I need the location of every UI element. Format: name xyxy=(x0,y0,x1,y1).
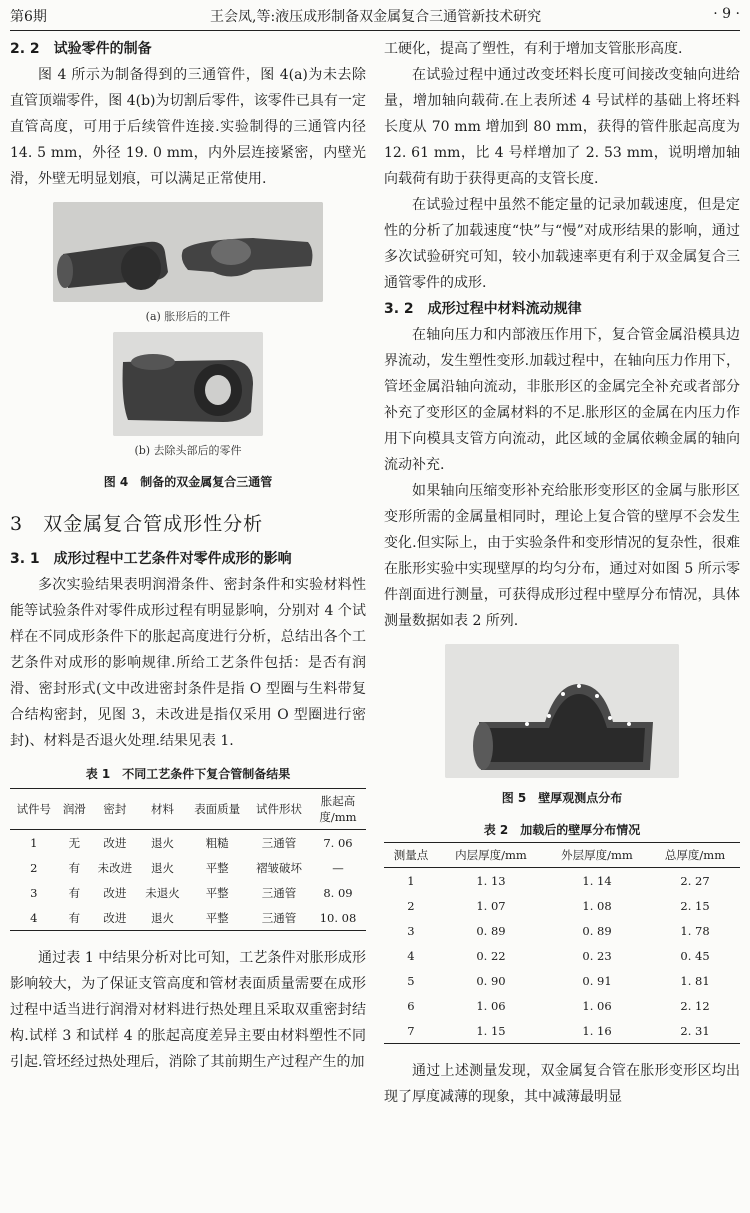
table-cell: 1 xyxy=(407,873,415,888)
table-cell: 三通管 xyxy=(261,835,297,850)
table-row xyxy=(10,880,366,905)
table-cell: 7. 06 xyxy=(323,835,353,850)
section-2-2-heading: 2. 2 试验零件的制备 xyxy=(10,41,152,57)
table-cell: 平整 xyxy=(205,860,229,875)
section-2-2-text: 图 4 所示为制备得到的三通管件，图 4(a)为未去除直管顶端零件，图 4(b)为切割后零件，该零件已具有一定直管高度，可用于后续管件连接.实验制得的三通管内径 14. 5 mm，外径 19. 0 mm，内外层连接紧密，内壁光滑，外壁无明显划痕，可以满足正常使用. xyxy=(10,67,366,187)
table-cell: 1. 14 xyxy=(582,873,612,888)
table-cell: 1 xyxy=(30,835,38,850)
table-cell: 2. 27 xyxy=(680,873,710,888)
table-cell: 退火 xyxy=(150,835,174,850)
t2-header: 外层厚度/mm xyxy=(544,843,650,868)
figure-4b-photo xyxy=(113,332,263,436)
table-cell: 8. 09 xyxy=(323,885,353,900)
table-2-caption: 表 2 加载后的壁厚分布情况 xyxy=(483,823,641,837)
table-cell: 1. 15 xyxy=(438,1018,544,1044)
table-cell: 1. 78 xyxy=(680,923,710,938)
tee-pipes-image xyxy=(53,202,323,302)
table-cell: 0. 89 xyxy=(582,923,612,938)
t2-header: 总厚度/mm xyxy=(650,843,740,868)
table-cell: 2 xyxy=(407,898,415,913)
table-cell: 有 xyxy=(58,905,91,931)
table-cell: 1. 81 xyxy=(680,973,710,988)
t1-header: 表面质量 xyxy=(186,789,248,830)
table-cell: 无 xyxy=(68,835,81,850)
table-row xyxy=(384,868,740,894)
table-1-caption: 表 1 不同工艺条件下复合管制备结果 xyxy=(85,767,291,781)
table-row xyxy=(384,993,740,1018)
table-cell: 7 xyxy=(384,1018,438,1044)
paragraph-axial-load: 在试验过程中通过改变坯料长度可间接改变轴向进给量，增加轴向载荷.在上表所述 4 号试样的基础上将坯料长度从 70 mm 增加到 80 mm，获得的管件胀起高度为 12. 61 mm，比 4 号样增加了 2. 53 mm，说明增加轴向载荷有助于获得更高的支管长度. xyxy=(384,67,740,187)
t1-header: 胀起高度/mm xyxy=(310,789,366,830)
running-header xyxy=(10,0,740,31)
table-cell: 三通管 xyxy=(261,885,297,900)
cut-tee-image xyxy=(113,332,263,436)
table-cell: 褶皱破坏 xyxy=(256,860,303,875)
paragraph-continuation: 工硬化，提高了塑性，有利于增加支管胀形高度. xyxy=(384,41,683,57)
table-cell: 未改进 xyxy=(97,860,133,875)
table-cell: 退火 xyxy=(139,905,187,931)
table-cell: 有 xyxy=(68,860,81,875)
table-cell: 1. 13 xyxy=(476,873,506,888)
t1-header: 材料 xyxy=(139,789,187,830)
t2-header: 内层厚度/mm xyxy=(438,843,544,868)
section-3-heading: 3 双金属复合管成形性分析 xyxy=(10,513,264,535)
table-cell: 2. 31 xyxy=(650,1018,740,1044)
tube-section-image xyxy=(445,644,679,778)
t2-header: 测量点 xyxy=(384,843,438,868)
table-row xyxy=(384,918,740,943)
table-row xyxy=(384,968,740,993)
table-cell: 改进 xyxy=(103,835,127,850)
t1-header: 密封 xyxy=(91,789,139,830)
paragraph-wall-thickness: 如果轴向压缩变形补充给胀形变形区的金属与胀形区变形所需的金属量相同时，理论上复合管的壁厚不会发生变化.但实际上，由于实验条件和变形情况的复杂性，很难在胀形实验中实现壁厚的均匀分布，通过对如图 5 所示零件剖面进行测量，可获得成形过程中壁厚分布情况，具体测量数据如表 2 所列. xyxy=(384,483,740,629)
table-cell: 6 xyxy=(407,998,415,1013)
t1-header: 润滑 xyxy=(58,789,91,830)
table-cell: 平整 xyxy=(205,885,229,900)
figure-4a-caption: (a) 胀形后的工件 xyxy=(145,310,231,323)
table-cell: 0. 89 xyxy=(476,923,506,938)
after-table-text: 通过表 1 中结果分析对比可知，工艺条件对胀形成形影响较大，为了保证支管高度和管材表面质量需要在成形过程中适当进行润滑对材料进行热处理且采取双重密封结构.试样 3 和试样 4 的胀起高度差异主要由材料塑性不同引起.管坯经过热处理后，消除了其前期生产过程产生的加 xyxy=(10,950,366,1070)
t1-header: 试件号 xyxy=(10,789,58,830)
table-cell: 未退火 xyxy=(145,885,180,900)
issue-number: 第6期 xyxy=(10,9,47,25)
table-cell: 改进 xyxy=(91,905,139,931)
table-row xyxy=(384,943,740,968)
section-3-1-heading: 3. 1 成形过程中工艺条件对零件成形的影响 xyxy=(10,551,292,567)
table-cell: 0. 23 xyxy=(582,948,612,963)
page-number: · 9 · xyxy=(713,6,740,22)
table-cell: 0. 45 xyxy=(680,948,710,963)
table-cell: 1. 06 xyxy=(476,998,506,1013)
table-row xyxy=(10,905,366,931)
table-cell: 4 xyxy=(10,905,58,931)
figure-4-caption: 图 4 制备的双金属复合三通管 xyxy=(103,475,273,489)
table-2 xyxy=(384,842,740,1044)
table-row xyxy=(10,855,366,880)
table-cell: 1. 07 xyxy=(476,898,506,913)
table-cell: 2. 15 xyxy=(680,898,710,913)
table-row xyxy=(384,1018,740,1044)
table-row xyxy=(384,893,740,918)
table-cell: 退火 xyxy=(150,860,174,875)
table-cell: 改进 xyxy=(103,885,127,900)
table-cell: 0. 22 xyxy=(476,948,506,963)
running-title: 王会凤,等:液压成形制备双金属复合三通管新技术研究 xyxy=(210,9,542,25)
table-cell: 三通管 xyxy=(248,905,310,931)
table-cell: 10. 08 xyxy=(310,905,366,931)
paragraph-material-flow: 在轴向压力和内部液压作用下，复合管金属沿模具边界流动，发生塑性变形.加载过程中，在轴向压力作用下，管坯金属沿轴向流动，非胀形区的金属完全补充或者部分补充了变形区的金属材料的不足.胀形区的金属在内压力作用下向模具支管方向流动，此区域的金属依赖金属的轴向流动补充. xyxy=(384,327,740,473)
t1-header: 试件形状 xyxy=(248,789,310,830)
table-cell: 1. 06 xyxy=(582,998,612,1013)
table-cell: 有 xyxy=(68,885,81,900)
table-cell: 0. 90 xyxy=(476,973,506,988)
figure-5 xyxy=(384,644,740,818)
table-cell: 3 xyxy=(407,923,415,938)
table-cell: 粗糙 xyxy=(205,835,229,850)
figure-5-photo xyxy=(445,644,679,778)
figure-4 xyxy=(10,202,366,498)
table-1 xyxy=(10,788,366,931)
figure-4a-photo xyxy=(53,202,323,302)
right-column xyxy=(384,36,740,1110)
table-cell: 2 xyxy=(30,860,38,875)
table-cell: 5 xyxy=(407,973,415,988)
paragraph-measurement-result: 通过上述测量发现，双金属复合管在胀形变形区均出现了厚度减薄的现象，其中减薄最明显 xyxy=(384,1063,740,1105)
left-column xyxy=(10,36,366,1075)
table-cell: 0. 91 xyxy=(582,973,612,988)
figure-4b-caption: (b) 去除头部后的零件 xyxy=(134,444,242,457)
figure-5-caption: 图 5 壁厚观测点分布 xyxy=(501,791,623,805)
table-cell: 平整 xyxy=(186,905,248,931)
table-cell: 3 xyxy=(30,885,38,900)
table-cell: 4 xyxy=(407,948,415,963)
table-cell: 1. 08 xyxy=(582,898,612,913)
section-3-2-heading: 3. 2 成形过程中材料流动规律 xyxy=(384,301,582,317)
table-cell: 1. 16 xyxy=(544,1018,650,1044)
table-row xyxy=(10,830,366,856)
paragraph-loading-speed: 在试验过程中虽然不能定量的记录加载速度，但是定性的分析了加载速度“快”与“慢”对成形结果的影响，通过多次试验研究可知，较小加载速率更有利于双金属复合三通管零件的成形. xyxy=(384,197,740,291)
section-3-1-text: 多次实验结果表明润滑条件、密封条件和实验材料性能等试验条件对零件成形过程有明显影响，分别对 4 个试样在不同成形条件下的胀起高度进行分析，总结出各个工艺条件对成形的影响规律.所给工艺条件包括：是否有润滑、密封形式(文中改进密封条件是指 O 型圈与生料带复合结构密封，见图 3，未改进是指仅采用 O 型圈进行密封)、材料是否退火处理.结果见表 1. xyxy=(10,577,366,749)
table-cell: — xyxy=(332,860,344,875)
table-cell: 2. 12 xyxy=(680,998,710,1013)
